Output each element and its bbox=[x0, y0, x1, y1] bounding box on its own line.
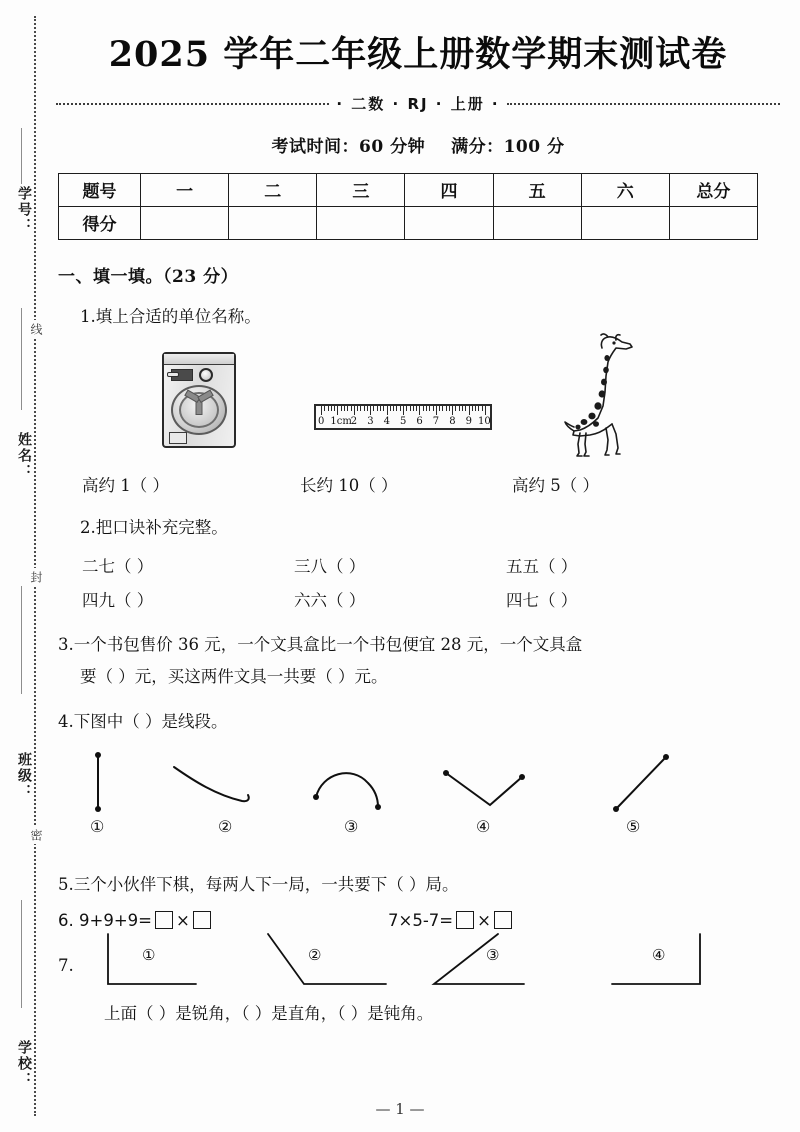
q2-item-6: 四七（ ） bbox=[506, 591, 578, 611]
score-table bbox=[58, 173, 758, 240]
ruler-tick bbox=[321, 406, 322, 415]
ruler-tick bbox=[357, 406, 358, 411]
ruler-label: 6 bbox=[416, 415, 423, 427]
ruler-tick bbox=[403, 406, 404, 415]
margin-label-name: 姓名： bbox=[16, 432, 32, 480]
ruler-tick bbox=[426, 406, 427, 411]
question-1-figures bbox=[56, 338, 780, 470]
question-2-text: 把口诀补充完整。 bbox=[95, 517, 228, 537]
ruler-tick bbox=[449, 406, 450, 411]
ruler-tick bbox=[387, 406, 388, 415]
q2-item-3: 五五（ ） bbox=[506, 557, 578, 577]
page-number: — 1 — bbox=[375, 1100, 425, 1118]
question-7-figures bbox=[56, 932, 780, 998]
ruler-tick bbox=[433, 406, 434, 411]
q7-figure-label-1: ① bbox=[142, 945, 156, 964]
seal-char-feng: 封 bbox=[27, 568, 45, 586]
page-title: 2025 学年二年级上册数学期末测试卷 bbox=[108, 34, 728, 75]
ruler-tick bbox=[400, 406, 401, 411]
q6-box-3[interactable] bbox=[456, 911, 474, 929]
question-1-label-3: 高约 5（ ） bbox=[512, 475, 599, 495]
question-4-text: 下图中（ ）是线段。 bbox=[73, 711, 228, 731]
question-4-figures bbox=[56, 739, 780, 847]
ruler-label: 2 bbox=[350, 415, 358, 427]
question-3-number: 3. bbox=[58, 635, 74, 655]
q7-figure-label-2: ② bbox=[308, 945, 322, 964]
ruler-tick bbox=[472, 406, 473, 411]
ruler-tick bbox=[462, 406, 463, 411]
score-col-6: 六 bbox=[581, 173, 669, 206]
dotted-rule-left bbox=[56, 103, 329, 105]
giraffe-icon bbox=[556, 332, 648, 462]
q6-box-2[interactable] bbox=[193, 911, 211, 929]
ruler-tick bbox=[364, 406, 365, 411]
score-cell-6[interactable] bbox=[581, 206, 669, 239]
ruler-label: 0 bbox=[318, 415, 325, 427]
question-7-number: 7. bbox=[58, 955, 74, 975]
score-col-5: 五 bbox=[493, 173, 581, 206]
q4-figure-label-4: ④ bbox=[476, 817, 491, 837]
margin-label-class: 班级： bbox=[16, 752, 32, 800]
ruler-tick bbox=[482, 406, 483, 411]
ruler-tick bbox=[436, 406, 437, 415]
score-table-row-label-2: 得分 bbox=[59, 206, 141, 239]
ruler-tick bbox=[347, 406, 348, 411]
ruler-tick bbox=[442, 406, 443, 411]
exam-time-label: 考试时间：60 分钟 bbox=[271, 136, 426, 157]
question-1 bbox=[56, 301, 780, 332]
full-marks-label: 满分：100 分 bbox=[451, 136, 565, 157]
ruler-tick bbox=[452, 406, 453, 415]
question-3-line-1: 一个书包售价 36 元，一个文具盒比一个书包便宜 28 元，一个文具盒 bbox=[73, 635, 583, 655]
dotted-rule-right bbox=[507, 103, 780, 105]
score-col-3: 三 bbox=[317, 173, 405, 206]
ruler-tick bbox=[390, 406, 391, 411]
question-1-label-1: 高约 1（ ） bbox=[82, 475, 169, 495]
ruler-label: 8 bbox=[449, 415, 456, 427]
q2-item-1: 二七（ ） bbox=[82, 557, 154, 577]
question-5-number: 5. bbox=[58, 875, 74, 895]
q6-box-4[interactable] bbox=[494, 911, 512, 929]
ruler-tick bbox=[377, 406, 378, 411]
q2-item-4: 四九（ ） bbox=[82, 591, 154, 611]
ruler-tick bbox=[328, 406, 329, 411]
score-cell-1[interactable] bbox=[141, 206, 229, 239]
ruler-tick bbox=[337, 406, 338, 415]
ruler-tick bbox=[396, 406, 397, 411]
score-cell-4[interactable] bbox=[405, 206, 493, 239]
line-figures-svg bbox=[56, 739, 780, 823]
ruler-tick bbox=[383, 406, 384, 411]
ruler-tick bbox=[478, 406, 479, 411]
margin-label-school: 学校： bbox=[16, 1040, 32, 1088]
question-1-text: 填上合适的单位名称。 bbox=[95, 306, 261, 326]
ruler-tick bbox=[351, 406, 352, 411]
question-1-number: 1. bbox=[80, 306, 96, 326]
q4-figure-label-3: ③ bbox=[344, 817, 359, 837]
ruler-label: 9 bbox=[465, 415, 472, 427]
question-5 bbox=[56, 869, 780, 900]
ruler-icon bbox=[314, 404, 492, 430]
score-table-row-label-1: 题号 bbox=[59, 173, 141, 206]
question-5-text: 三个小伙伴下棋，每两人下一局，一共要下（ ）局。 bbox=[73, 875, 459, 895]
ruler-tick bbox=[429, 406, 430, 411]
exam-content bbox=[56, 0, 780, 1132]
table-row-scores bbox=[59, 206, 758, 239]
subtitle-row bbox=[56, 93, 780, 114]
section-heading-1: 一、填一填。（23 分） bbox=[58, 266, 239, 287]
score-cell-5[interactable] bbox=[493, 206, 581, 239]
angle-figures-svg bbox=[56, 932, 780, 994]
q6-box-1[interactable] bbox=[155, 911, 173, 929]
ruler-tick bbox=[324, 406, 325, 411]
margin-label-student-id: 学号： bbox=[16, 186, 32, 234]
ruler-tick bbox=[344, 406, 345, 411]
ruler-tick bbox=[334, 406, 335, 411]
ruler-tick bbox=[370, 406, 371, 415]
ruler-tick bbox=[439, 406, 440, 411]
question-2-row-1 bbox=[56, 553, 780, 577]
exam-info bbox=[56, 132, 780, 157]
ruler-tick bbox=[475, 406, 476, 411]
question-6-expr-1 bbox=[58, 911, 388, 930]
seal-char-line: 线 bbox=[27, 320, 45, 338]
ruler-tick bbox=[423, 406, 424, 411]
score-cell-2[interactable] bbox=[229, 206, 317, 239]
score-cell-total[interactable] bbox=[669, 206, 757, 239]
ruler-tick bbox=[419, 406, 420, 415]
q7-figure-label-4: ④ bbox=[652, 945, 666, 964]
ruler-tick bbox=[416, 406, 417, 411]
seal-dotted-line bbox=[34, 16, 36, 1116]
margin-rule bbox=[21, 128, 22, 184]
q4-figure-label-5: ⑤ bbox=[626, 817, 641, 837]
q6-expr2-op: × bbox=[477, 910, 491, 930]
q4-figure-label-2: ② bbox=[218, 817, 233, 837]
ruler-tick bbox=[413, 406, 414, 411]
q6-expr1-left: 9+9+9= bbox=[79, 910, 152, 930]
ruler-label: 1cm bbox=[330, 415, 352, 427]
ruler-label: 4 bbox=[383, 415, 390, 427]
question-1-label-2: 长约 10（ ） bbox=[300, 475, 398, 495]
ruler-tick bbox=[354, 406, 355, 415]
ruler-tick bbox=[380, 406, 381, 411]
ruler-tick bbox=[469, 406, 470, 415]
score-cell-3[interactable] bbox=[317, 206, 405, 239]
question-4-number: 4. bbox=[58, 711, 74, 731]
seal-char-mi: 密 bbox=[27, 826, 45, 844]
ruler-tick bbox=[465, 406, 466, 411]
ruler-tick bbox=[446, 406, 447, 411]
ruler-tick bbox=[360, 406, 361, 411]
question-2 bbox=[56, 512, 780, 543]
margin-rule bbox=[21, 900, 22, 1008]
score-col-total: 总分 bbox=[669, 173, 757, 206]
ruler-label: 5 bbox=[400, 415, 407, 427]
subtitle-text: · 二数 · RJ · 上册 · bbox=[336, 94, 500, 113]
score-col-1: 一 bbox=[141, 173, 229, 206]
ruler-tick bbox=[373, 406, 374, 411]
ruler-label: 7 bbox=[432, 415, 440, 427]
ruler-tick bbox=[367, 406, 368, 411]
question-1-labels bbox=[56, 472, 780, 496]
score-col-2: 二 bbox=[229, 173, 317, 206]
q2-item-2: 三八（ ） bbox=[294, 557, 366, 577]
question-2-number: 2. bbox=[80, 517, 96, 537]
ruler-tick bbox=[459, 406, 460, 411]
q7-figure-label-3: ③ bbox=[486, 945, 500, 964]
margin-rule bbox=[21, 308, 22, 410]
question-7-answer-line: 上面（ ）是锐角，（ ）是直角，（ ）是钝角。 bbox=[104, 1003, 434, 1023]
ruler-tick bbox=[331, 406, 332, 411]
score-col-4: 四 bbox=[405, 173, 493, 206]
question-6-number: 6. bbox=[58, 910, 74, 930]
question-6-expr-2 bbox=[388, 911, 515, 930]
q2-item-5: 六六（ ） bbox=[294, 591, 366, 611]
ruler-tick bbox=[485, 406, 486, 415]
question-6 bbox=[56, 911, 780, 930]
table-row-headers bbox=[59, 173, 758, 206]
q6-expr2-left: 7×5-7= bbox=[388, 910, 454, 930]
seal-margin bbox=[0, 0, 46, 1132]
question-2-row-2 bbox=[56, 587, 780, 611]
ruler-label: 3 bbox=[367, 415, 374, 427]
ruler-tick bbox=[455, 406, 456, 411]
margin-rule bbox=[21, 586, 22, 694]
ruler-tick bbox=[406, 406, 407, 411]
ruler-tick bbox=[410, 406, 411, 411]
question-3-line-2: 要（ ）元，买这两件文具一共要（ ）元。 bbox=[80, 666, 388, 686]
q4-figure-label-1: ① bbox=[90, 817, 105, 837]
ruler-tick bbox=[341, 406, 342, 411]
ruler-tick bbox=[393, 406, 394, 411]
question-3 bbox=[56, 629, 780, 692]
washing-machine-icon bbox=[162, 352, 236, 448]
question-4 bbox=[56, 706, 780, 737]
q6-expr1-op: × bbox=[175, 910, 190, 930]
ruler-label: 10 bbox=[478, 415, 491, 427]
